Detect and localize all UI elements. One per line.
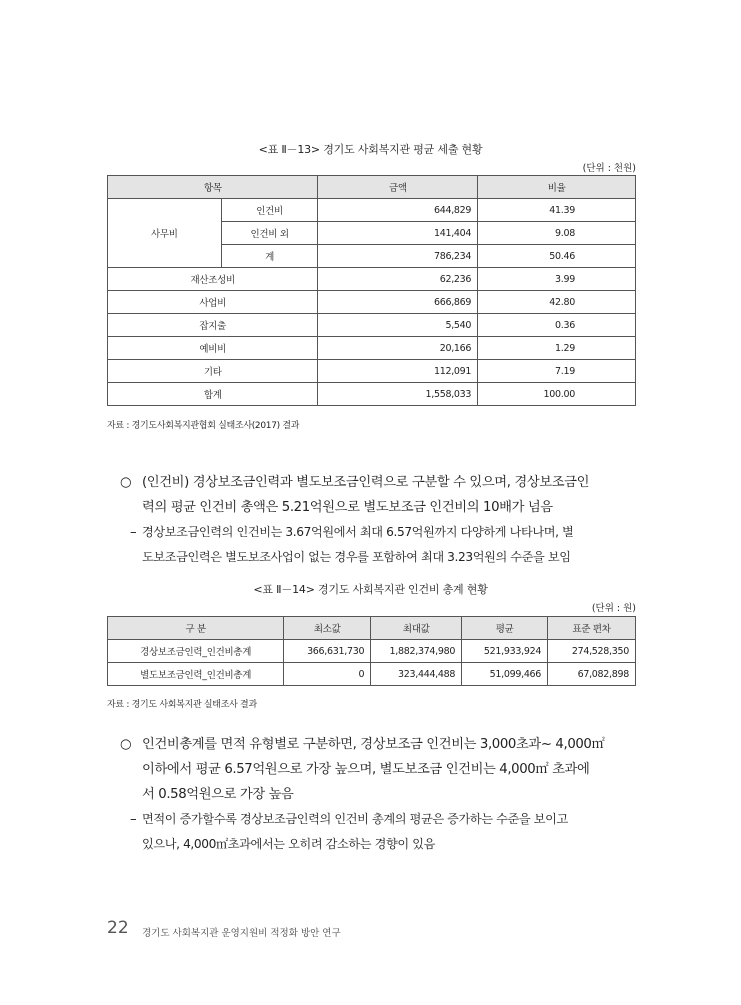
table1-cell: 사업비 [108,291,318,314]
table1-cell: 잡지출 [108,314,318,337]
table1-cell: 재산조성비 [108,268,318,291]
table2-cell: 521,933,924 [462,640,548,663]
table2-cell: 1,882,374,980 [371,640,462,663]
table2-cell: 별도보조금인력_인건비총계 [108,663,284,686]
table2-cell: 323,444,488 [371,663,462,686]
footer-title: 경기도 사회복지관 운영지원비 적정화 방안 연구 [142,928,341,939]
table1-cell: 100.00 [478,383,636,406]
para1-sub-line1: 경상보조금인력의 인건비는 3.67억원에서 최대 6.57억원까지 다양하게 나타나며, 별 [142,525,574,539]
table1-header-ratio: 비율 [478,176,636,199]
table-row [108,199,636,222]
bullet-dash-icon: – [130,812,137,827]
table1-cell: 1,558,033 [318,383,478,406]
table1-cell: 20,166 [318,337,478,360]
table-row [108,383,636,406]
table1-cell: 786,234 [318,245,478,268]
table1-cell: 0.36 [478,314,636,337]
table2-source: 자료 : 경기도 사회복지관 실태조사 결과 [107,700,257,710]
table2-caption: <표 Ⅱ－14> 경기도 사회복지관 인건비 총계 현황 [253,583,488,596]
table2-cell: 67,082,898 [548,663,636,686]
table2-header: 평균 [462,617,548,640]
para1-sub-line2: 도보조금인력은 별도보조사업이 없는 경우를 포함하여 최대 3.23억원의 수준을 보임 [142,550,571,564]
table1 [107,175,636,406]
table1-cell: 112,091 [318,360,478,383]
bullet-circle-icon: ○ [120,737,132,752]
table2-cell: 51,099,466 [462,663,548,686]
table-row [108,337,636,360]
table1-cell: 3.99 [478,268,636,291]
table1-source: 자료 : 경기도사회복지관협회 실태조사(2017) 결과 [107,421,300,431]
table1-cell: 9.08 [478,222,636,245]
table1-cell: 합계 [108,383,318,406]
paragraph-2 [110,732,650,857]
paragraph-1 [110,470,650,570]
para2-line2: 이하에서 평균 6.57억원으로 가장 높으며, 별도보조금 인건비는 4,000㎡ 초과에 [142,762,590,777]
table2 [107,616,636,686]
table2-header: 구 분 [108,617,284,640]
table2-header: 표준 편차 [548,617,636,640]
table-row [108,268,636,291]
table1-cell: 계 [221,245,318,268]
table2-cell: 경상보조금인력_인건비총계 [108,640,284,663]
table1-cell: 62,236 [318,268,478,291]
para2-line3: 서 0.58억원으로 가장 높음 [142,787,294,802]
table1-cell: 1.29 [478,337,636,360]
table1-cell: 예비비 [108,337,318,360]
para2-line1: 인건비총계를 면적 유형별로 구분하면, 경상보조금 인건비는 3,000초과~ 4,000㎡ [142,737,605,752]
table-row [108,663,636,686]
table1-caption: <표 Ⅱ－13> 경기도 사회복지관 평균 세출 현황 [258,143,483,156]
table1-cell: 7.19 [478,360,636,383]
para2-sub-line1: 면적이 증가할수록 경상보조금인력의 인건비 총계의 평균은 증가하는 수준을 보이고 [142,812,568,826]
table1-header-amount: 금액 [318,176,478,199]
table-row [108,360,636,383]
table2-cell: 0 [284,663,371,686]
para2-sub-line2: 있으나, 4,000㎡초과에서는 오히려 감소하는 경향이 있음 [142,837,435,851]
table1-cell: 666,869 [318,291,478,314]
table2-cell: 366,631,730 [284,640,371,663]
table1-cell: 인건비 [221,199,318,222]
table1-cell: 42.80 [478,291,636,314]
table1-cell: 41.39 [478,199,636,222]
table2-header: 최대값 [371,617,462,640]
table-row [108,640,636,663]
table1-cell: 5,540 [318,314,478,337]
table1-cell: 인건비 외 [221,222,318,245]
table-row [108,314,636,337]
bullet-dash-icon: – [130,525,137,540]
table-row [108,291,636,314]
table1-header-item: 항목 [108,176,318,199]
para1-line2: 력의 평균 인건비 총액은 5.21억원으로 별도보조금 인건비의 10배가 넘음 [142,500,553,515]
table1-cell: 기타 [108,360,318,383]
table1-unit: (단위 : 천원) [582,163,636,174]
table1-group-label: 사무비 [108,199,222,268]
table2-cell: 274,528,350 [548,640,636,663]
para1-line1: (인건비) 경상보조금인력과 별도보조금인력으로 구분할 수 있으며, 경상보조금인 [142,475,590,490]
table1-cell: 50.46 [478,245,636,268]
table1-cell: 644,829 [318,199,478,222]
page-number: 22 [107,918,129,938]
bullet-circle-icon: ○ [120,475,132,490]
table2-unit: (단위 : 원) [591,603,636,614]
table1-cell: 141,404 [318,222,478,245]
table2-header: 최소값 [284,617,371,640]
